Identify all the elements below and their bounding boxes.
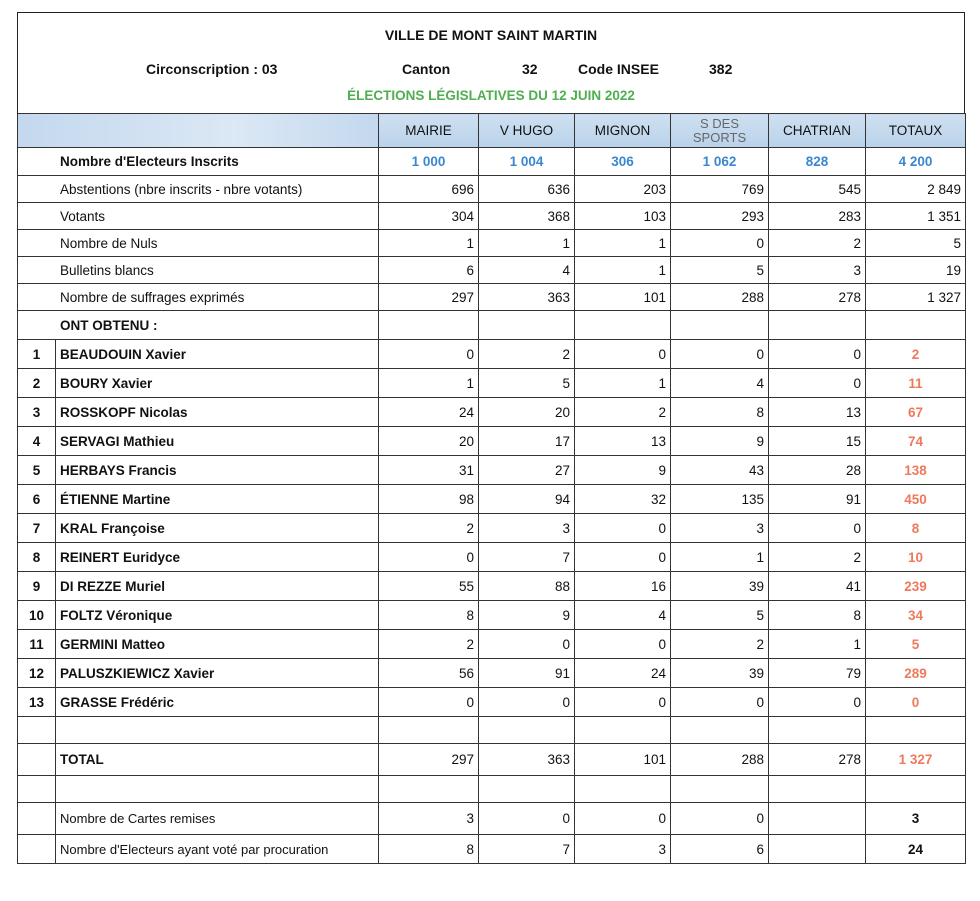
cell: 1 bbox=[671, 543, 769, 572]
candidate-row bbox=[18, 456, 966, 485]
cell: 13 bbox=[575, 427, 671, 456]
cell bbox=[379, 311, 479, 340]
cell: 15 bbox=[769, 427, 866, 456]
cell bbox=[56, 717, 379, 744]
candidate-row bbox=[18, 514, 966, 543]
cell bbox=[769, 311, 866, 340]
cell: 1 bbox=[379, 230, 479, 257]
candidate-row bbox=[18, 340, 966, 369]
cell: 88 bbox=[479, 572, 575, 601]
cell: 368 bbox=[479, 203, 575, 230]
cell: 2 849 bbox=[866, 176, 966, 203]
candidate-name: FOLTZ Véronique bbox=[56, 601, 379, 630]
cell: 0 bbox=[769, 369, 866, 398]
cell bbox=[18, 803, 56, 835]
candidate-row bbox=[18, 398, 966, 427]
row-label: Bulletins blancs bbox=[18, 257, 379, 284]
cell bbox=[575, 311, 671, 340]
candidate-number: 8 bbox=[18, 543, 56, 572]
cell: 0 bbox=[479, 803, 575, 835]
cell: 0 bbox=[769, 688, 866, 717]
cell: 696 bbox=[379, 176, 479, 203]
candidate-number: 4 bbox=[18, 427, 56, 456]
cell: 1 004 bbox=[479, 148, 575, 176]
candidate-total: 138 bbox=[866, 456, 966, 485]
cell bbox=[866, 717, 966, 744]
cell: 4 bbox=[575, 601, 671, 630]
candidate-name: REINERT Euridyce bbox=[56, 543, 379, 572]
cell: 0 bbox=[479, 630, 575, 659]
cell: 3 bbox=[769, 257, 866, 284]
cell: 8 bbox=[671, 398, 769, 427]
cell: 135 bbox=[671, 485, 769, 514]
candidate-row bbox=[18, 601, 966, 630]
candidate-name: HERBAYS Francis bbox=[56, 456, 379, 485]
section-label: ONT OBTENU : bbox=[18, 311, 379, 340]
cell: 1 062 bbox=[671, 148, 769, 176]
cell: 0 bbox=[575, 803, 671, 835]
row-label: Nombre d'Electeurs Inscrits bbox=[18, 148, 379, 176]
results-sheet bbox=[17, 12, 965, 864]
cell: 0 bbox=[379, 688, 479, 717]
candidate-total: 67 bbox=[866, 398, 966, 427]
cell: 94 bbox=[479, 485, 575, 514]
cell: 0 bbox=[575, 514, 671, 543]
candidate-name: ÉTIENNE Martine bbox=[56, 485, 379, 514]
candidate-total: 450 bbox=[866, 485, 966, 514]
cell: 79 bbox=[769, 659, 866, 688]
cell: 19 bbox=[866, 257, 966, 284]
col-vhugo: V HUGO bbox=[479, 114, 575, 148]
cell: 2 bbox=[479, 340, 575, 369]
candidate-number: 11 bbox=[18, 630, 56, 659]
candidate-total: 0 bbox=[866, 688, 966, 717]
cell: 101 bbox=[575, 284, 671, 311]
cell bbox=[769, 776, 866, 803]
cell: 0 bbox=[575, 543, 671, 572]
row-label: Nombre de Nuls bbox=[18, 230, 379, 257]
candidate-number: 7 bbox=[18, 514, 56, 543]
candidate-number: 13 bbox=[18, 688, 56, 717]
candidate-row bbox=[18, 572, 966, 601]
col-sports: S DES SPORTS bbox=[671, 114, 769, 148]
candidate-total: 11 bbox=[866, 369, 966, 398]
cell: 13 bbox=[769, 398, 866, 427]
cell: 55 bbox=[379, 572, 479, 601]
cell: 8 bbox=[769, 601, 866, 630]
cell: 0 bbox=[379, 543, 479, 572]
cell bbox=[379, 776, 479, 803]
candidate-name: DI REZZE Muriel bbox=[56, 572, 379, 601]
cell bbox=[671, 311, 769, 340]
cell: 3 bbox=[379, 803, 479, 835]
cell: 20 bbox=[479, 398, 575, 427]
cell: 1 bbox=[379, 369, 479, 398]
cell: 103 bbox=[575, 203, 671, 230]
cell: 0 bbox=[575, 340, 671, 369]
candidate-number: 1 bbox=[18, 340, 56, 369]
cell: 0 bbox=[671, 803, 769, 835]
cell: 39 bbox=[671, 572, 769, 601]
cell: 98 bbox=[379, 485, 479, 514]
cell: 2 bbox=[671, 630, 769, 659]
cell: 769 bbox=[671, 176, 769, 203]
cell: 0 bbox=[575, 630, 671, 659]
cell: 28 bbox=[769, 456, 866, 485]
circonscription: Circonscription : 03 bbox=[146, 61, 278, 77]
candidate-name: PALUSZKIEWICZ Xavier bbox=[56, 659, 379, 688]
column-header-row bbox=[18, 114, 966, 148]
candidate-total: 2 bbox=[866, 340, 966, 369]
cell bbox=[671, 776, 769, 803]
cell: 4 200 bbox=[866, 148, 966, 176]
cell: 91 bbox=[769, 485, 866, 514]
cell bbox=[866, 776, 966, 803]
cell bbox=[379, 717, 479, 744]
candidate-number: 6 bbox=[18, 485, 56, 514]
cell: 8 bbox=[379, 601, 479, 630]
candidate-number: 2 bbox=[18, 369, 56, 398]
row-cartes bbox=[18, 803, 966, 835]
cell: 0 bbox=[671, 688, 769, 717]
cell: 20 bbox=[379, 427, 479, 456]
row-label: Votants bbox=[18, 203, 379, 230]
cell bbox=[769, 717, 866, 744]
candidate-name: ROSSKOPF Nicolas bbox=[56, 398, 379, 427]
candidate-row bbox=[18, 427, 966, 456]
results-table bbox=[17, 113, 966, 864]
cell bbox=[18, 835, 56, 864]
cell: 1 bbox=[769, 630, 866, 659]
cell bbox=[18, 776, 56, 803]
cell bbox=[575, 776, 671, 803]
candidate-total: 8 bbox=[866, 514, 966, 543]
cell: 43 bbox=[671, 456, 769, 485]
cell: 24 bbox=[866, 835, 966, 864]
row-inscrits bbox=[18, 148, 966, 176]
candidate-total: 289 bbox=[866, 659, 966, 688]
canton-label: Canton bbox=[402, 61, 451, 77]
row-blank bbox=[18, 717, 966, 744]
candidate-number: 5 bbox=[18, 456, 56, 485]
cell: 5 bbox=[671, 257, 769, 284]
candidate-name: GERMINI Matteo bbox=[56, 630, 379, 659]
candidate-name: SERVAGI Mathieu bbox=[56, 427, 379, 456]
cell: 32 bbox=[575, 485, 671, 514]
cell: 0 bbox=[671, 230, 769, 257]
cell bbox=[18, 744, 56, 776]
cell: 297 bbox=[379, 284, 479, 311]
cell: 636 bbox=[479, 176, 575, 203]
cell: 1 327 bbox=[866, 284, 966, 311]
cell bbox=[56, 776, 379, 803]
cell bbox=[18, 717, 56, 744]
insee-label: Code INSEE bbox=[578, 61, 659, 77]
canton-value: 32 bbox=[522, 61, 538, 77]
cell: 0 bbox=[769, 514, 866, 543]
cell: 3 bbox=[866, 803, 966, 835]
cell: 3 bbox=[671, 514, 769, 543]
cell: 0 bbox=[769, 340, 866, 369]
row-label: Nombre de suffrages exprimés bbox=[18, 284, 379, 311]
cell: 288 bbox=[671, 284, 769, 311]
candidate-name: BEAUDOUIN Xavier bbox=[56, 340, 379, 369]
cell: 8 bbox=[379, 835, 479, 864]
col-mairie: MAIRIE bbox=[379, 114, 479, 148]
row-blancs bbox=[18, 257, 966, 284]
cell bbox=[769, 803, 866, 835]
cell: 9 bbox=[671, 427, 769, 456]
cell: 5 bbox=[671, 601, 769, 630]
cell: 828 bbox=[769, 148, 866, 176]
candidate-row bbox=[18, 543, 966, 572]
cell: 297 bbox=[379, 744, 479, 776]
cell: 5 bbox=[866, 230, 966, 257]
col-totaux: TOTAUX bbox=[866, 114, 966, 148]
document-header bbox=[17, 12, 965, 113]
cell: 288 bbox=[671, 744, 769, 776]
candidate-row bbox=[18, 630, 966, 659]
cell: 9 bbox=[575, 456, 671, 485]
candidate-row bbox=[18, 485, 966, 514]
row-ont-obtenu bbox=[18, 311, 966, 340]
row-exprimes bbox=[18, 284, 966, 311]
cell: 304 bbox=[379, 203, 479, 230]
candidate-number: 3 bbox=[18, 398, 56, 427]
candidate-total: 74 bbox=[866, 427, 966, 456]
cell: 2 bbox=[575, 398, 671, 427]
row-votants bbox=[18, 203, 966, 230]
cell: 7 bbox=[479, 835, 575, 864]
row-label: Abstentions (nbre inscrits - nbre votants) bbox=[18, 176, 379, 203]
cell: 39 bbox=[671, 659, 769, 688]
town-title: VILLE DE MONT SAINT MARTIN bbox=[384, 27, 598, 43]
cell: 363 bbox=[479, 744, 575, 776]
row-nuls bbox=[18, 230, 966, 257]
cell: 3 bbox=[479, 514, 575, 543]
candidate-name: KRAL Françoise bbox=[56, 514, 379, 543]
candidate-total: 239 bbox=[866, 572, 966, 601]
cell bbox=[671, 717, 769, 744]
cell: 1 bbox=[575, 230, 671, 257]
candidate-total: 34 bbox=[866, 601, 966, 630]
cell: 4 bbox=[671, 369, 769, 398]
cell: 278 bbox=[769, 284, 866, 311]
cell bbox=[769, 835, 866, 864]
col-chatrian: CHATRIAN bbox=[769, 114, 866, 148]
candidate-name: GRASSE Frédéric bbox=[56, 688, 379, 717]
cell bbox=[479, 311, 575, 340]
cell: 293 bbox=[671, 203, 769, 230]
cell: 0 bbox=[379, 340, 479, 369]
cell bbox=[479, 776, 575, 803]
row-blank bbox=[18, 776, 966, 803]
cell: 306 bbox=[575, 148, 671, 176]
cell: 1 000 bbox=[379, 148, 479, 176]
row-total bbox=[18, 744, 966, 776]
header-blank bbox=[18, 114, 379, 148]
row-procuration bbox=[18, 835, 966, 864]
candidate-total: 10 bbox=[866, 543, 966, 572]
candidate-number: 10 bbox=[18, 601, 56, 630]
cell: 545 bbox=[769, 176, 866, 203]
row-abstentions bbox=[18, 176, 966, 203]
cell: 16 bbox=[575, 572, 671, 601]
cell: 0 bbox=[479, 688, 575, 717]
cell: 1 351 bbox=[866, 203, 966, 230]
election-title: ÉLECTIONS LÉGISLATIVES DU 12 JUIN 2022 bbox=[347, 88, 635, 103]
cell: 17 bbox=[479, 427, 575, 456]
cell: 0 bbox=[575, 688, 671, 717]
cell bbox=[866, 311, 966, 340]
col-mignon: MIGNON bbox=[575, 114, 671, 148]
candidate-total: 5 bbox=[866, 630, 966, 659]
candidate-name: BOURY Xavier bbox=[56, 369, 379, 398]
cell: 4 bbox=[479, 257, 575, 284]
cell: 283 bbox=[769, 203, 866, 230]
cell: 1 bbox=[575, 369, 671, 398]
candidate-row bbox=[18, 659, 966, 688]
cell: 5 bbox=[479, 369, 575, 398]
cell: 0 bbox=[671, 340, 769, 369]
cell: 31 bbox=[379, 456, 479, 485]
row-label: Nombre d'Electeurs ayant voté par procuration bbox=[56, 835, 379, 864]
candidate-row bbox=[18, 369, 966, 398]
row-label: Nombre de Cartes remises bbox=[56, 803, 379, 835]
cell: 9 bbox=[479, 601, 575, 630]
cell: 6 bbox=[379, 257, 479, 284]
cell: 2 bbox=[769, 230, 866, 257]
cell: 2 bbox=[769, 543, 866, 572]
cell: 1 bbox=[479, 230, 575, 257]
candidate-number: 9 bbox=[18, 572, 56, 601]
cell: 6 bbox=[671, 835, 769, 864]
row-label: TOTAL bbox=[56, 744, 379, 776]
cell: 278 bbox=[769, 744, 866, 776]
cell: 24 bbox=[575, 659, 671, 688]
cell: 203 bbox=[575, 176, 671, 203]
cell: 101 bbox=[575, 744, 671, 776]
cell: 1 327 bbox=[866, 744, 966, 776]
cell: 363 bbox=[479, 284, 575, 311]
cell: 3 bbox=[575, 835, 671, 864]
candidate-row bbox=[18, 688, 966, 717]
insee-value: 382 bbox=[709, 61, 733, 77]
cell: 27 bbox=[479, 456, 575, 485]
cell: 2 bbox=[379, 630, 479, 659]
candidate-number: 12 bbox=[18, 659, 56, 688]
cell: 91 bbox=[479, 659, 575, 688]
cell bbox=[479, 717, 575, 744]
cell bbox=[575, 717, 671, 744]
cell: 2 bbox=[379, 514, 479, 543]
cell: 1 bbox=[575, 257, 671, 284]
cell: 41 bbox=[769, 572, 866, 601]
cell: 24 bbox=[379, 398, 479, 427]
cell: 56 bbox=[379, 659, 479, 688]
cell: 7 bbox=[479, 543, 575, 572]
